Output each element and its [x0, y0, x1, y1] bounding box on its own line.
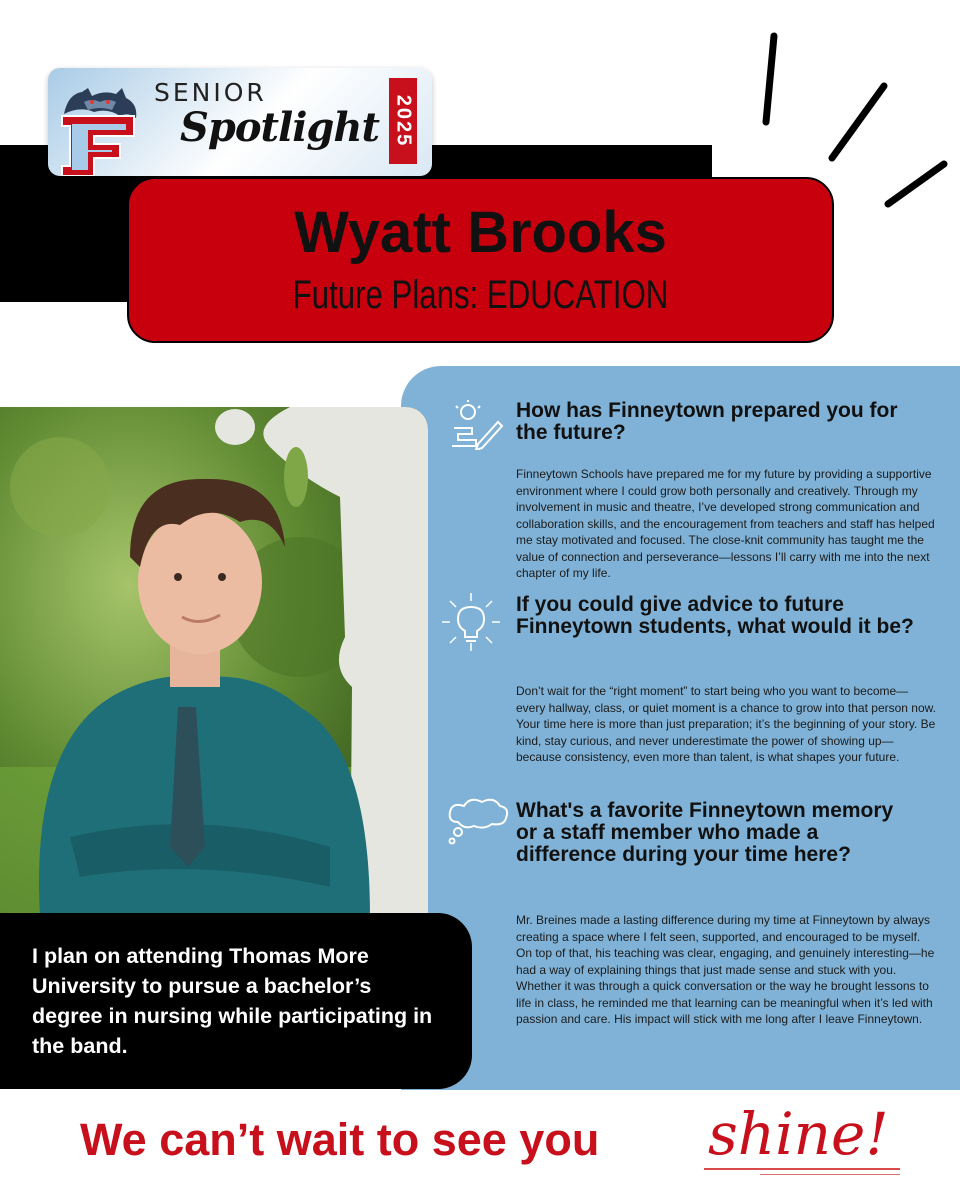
future-plans: Future Plans: EDUCATION — [292, 273, 669, 317]
question-3: What's a favorite Finneytown memory or a staff member who made a difference during your time here? — [516, 799, 894, 866]
spotlight-label: Spotlight — [180, 104, 379, 151]
accent-rays-icon — [760, 30, 960, 220]
senior-label: SENIOR — [154, 78, 267, 107]
student-name: Wyatt Brooks — [294, 200, 667, 265]
question-2: If you could give advice to future Finneytown students, what would it be? — [516, 593, 914, 638]
plan-statement-box — [0, 913, 472, 1089]
glowing-lightbulb-icon — [440, 591, 502, 653]
shine-underline — [704, 1168, 900, 1170]
finneytown-wildcat-logo-icon — [58, 88, 140, 176]
question-1: How has Finneytown prepared you for the future? — [516, 399, 898, 444]
year-label: 2025 — [392, 94, 415, 148]
lightbulb-pencil-icon — [448, 398, 504, 450]
footer-tagline: We can’t wait to see you — [80, 1114, 600, 1165]
name-banner — [127, 177, 834, 343]
thought-cloud-icon — [444, 796, 510, 846]
year-badge — [389, 78, 417, 164]
answer-3: Mr. Breines made a lasting difference during my time at Finneytown by always creating a space where I felt seen, supported, and encouraged to be myself. On top of that, his teaching was clear, engaging, and genuinely interesting—he had a way of explaining things that just made sense and stuck with you. Whether it was through a quick conversation or the way he brought lessons to life in class, he reminded me that learning can be meaningful when it’s led with passion and care. His impact will stick with me long after I leave Finneytown. — [516, 913, 935, 1026]
shine-underline-thin — [760, 1174, 900, 1175]
plan-statement: I plan on attending Thomas More University to pursue a bachelor’s degree in nursing while participating in the band. — [32, 944, 433, 1058]
answer-2: Don’t wait for the “right moment” to start being who you want to become—every hallway, class, or quiet moment is a chance to grow into that person now. Your time here is more than just preparation; it’s the beginning of your story. Be kind, stay curious, and never underestimate the power of showing up—because consistency, even more than talent, is what shapes your future. — [516, 684, 936, 764]
answer-1: Finneytown Schools have prepared me for my future by providing a supportive environment where I could grow both personally and creatively. Through my involvement in music and theatre, I’ve developed strong communication and collaboration skills, and the encouragement from teachers and staff has helped me stay motivated and focused. The close-knit community has taught me the value of connection and perseverance—lessons I’ll carry with me into the next chapter of my life. — [516, 467, 935, 580]
footer-shine: shine! — [708, 1100, 889, 1168]
student-photo — [0, 407, 428, 917]
